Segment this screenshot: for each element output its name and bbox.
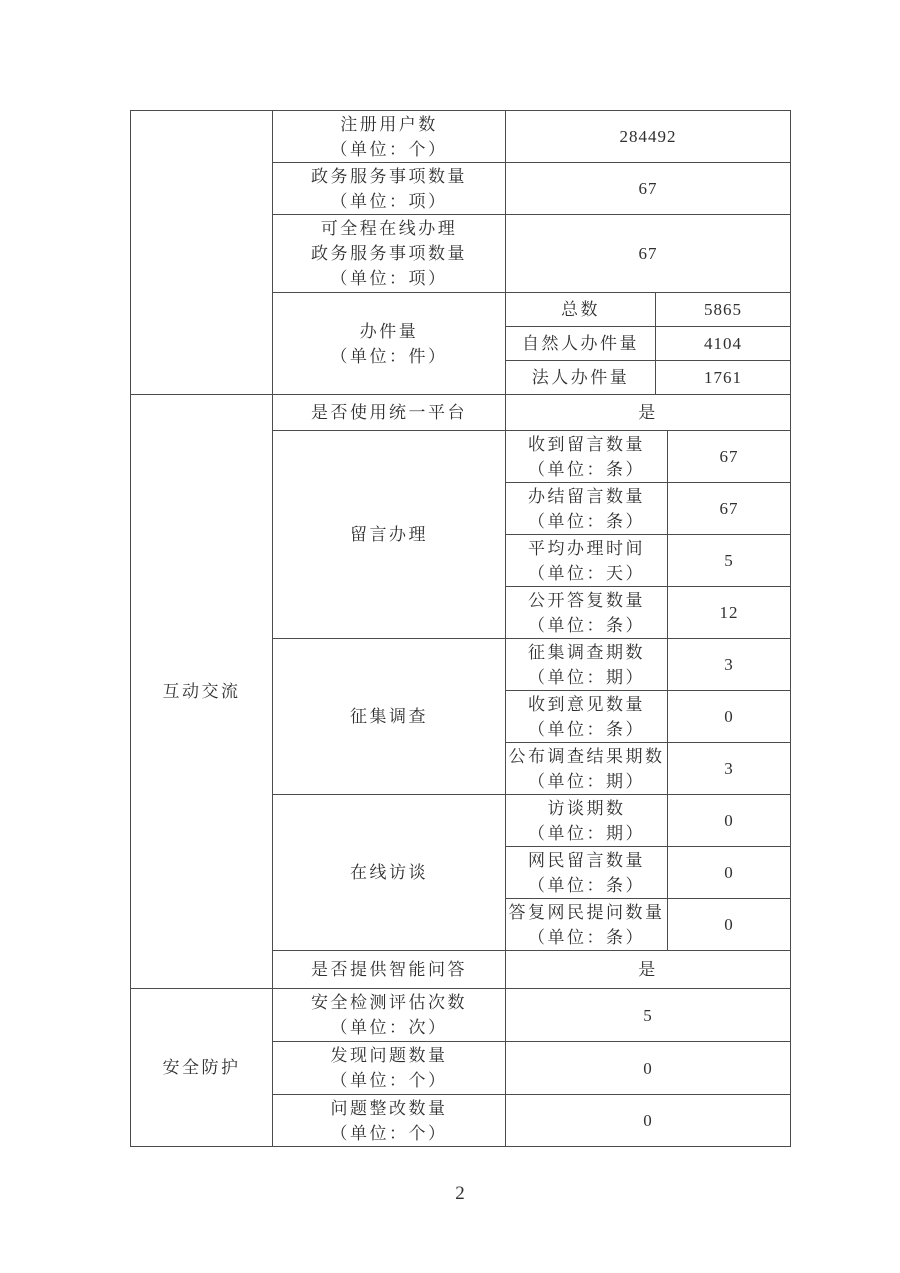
- value-text: 284492: [619, 127, 677, 146]
- subrow-label-opinions-received: [506, 691, 668, 743]
- row-label-security-assessments: [273, 989, 506, 1042]
- row-label-text: 发现问题数量: [330, 1046, 448, 1065]
- subrow-label-text: 征集调查期数: [528, 642, 645, 662]
- page-number: 2: [455, 1183, 465, 1204]
- value-text: 12: [719, 603, 739, 622]
- subrow-label-avg-handling-time: [506, 535, 668, 587]
- subrow-unit-text: （单位：期）: [528, 823, 645, 843]
- subrow-unit-text: （单位：天）: [528, 563, 645, 583]
- row-unit-text: （单位：个）: [330, 1071, 448, 1090]
- value-text: 4104: [704, 334, 742, 353]
- subrow-label-total: [506, 293, 656, 327]
- subrow-unit-text: （单位：条）: [528, 615, 645, 635]
- value-text: 3: [724, 655, 734, 674]
- row-value-registered-users: [506, 111, 791, 163]
- row-label-text: 安全检测评估次数: [311, 993, 467, 1012]
- subrow-label-netizen-messages: [506, 847, 668, 899]
- row-label-unified-platform: [273, 395, 506, 431]
- value-text: 0: [643, 1111, 653, 1130]
- group-unit-text: （单位：件）: [330, 346, 448, 366]
- subrow-label-survey-results-published: [506, 743, 668, 795]
- row-unit-text: （单位：项）: [330, 191, 448, 211]
- category-label: 安全防护: [162, 1058, 241, 1077]
- category-cell-security: [131, 989, 273, 1147]
- subrow-unit-text: （单位：期）: [528, 667, 645, 687]
- group-label-surveys: [273, 639, 506, 795]
- subrow-label-text: 办结留言数量: [528, 486, 645, 506]
- subrow-value-survey-results-published: [668, 743, 791, 795]
- value-text: 5: [643, 1005, 653, 1025]
- row-value-problems-found: [506, 1042, 791, 1095]
- subrow-value-messages-resolved: [668, 483, 791, 535]
- subrow-value-natural-person: [656, 327, 791, 361]
- row-label-line2: 政务服务事项数量: [311, 244, 467, 263]
- row-label-line1: 可全程在线办理: [320, 219, 458, 238]
- value-text: 5: [724, 551, 734, 570]
- value-text: 67: [719, 499, 739, 518]
- subrow-unit-text: （单位：条）: [528, 719, 645, 739]
- subrow-unit-text: （单位：条）: [528, 459, 645, 479]
- row-value-security-assessments: [506, 989, 791, 1042]
- row-label-text: 注册用户数: [340, 114, 438, 134]
- subrow-value-opinions-received: [668, 691, 791, 743]
- subrow-label-public-replies: [506, 587, 668, 639]
- value-text: 5865: [704, 300, 742, 319]
- row-value-smart-qa: [506, 951, 791, 989]
- value-text: 67: [719, 447, 739, 466]
- subrow-label-text: 公开答复数量: [528, 590, 645, 610]
- row-label-text: 问题整改数量: [330, 1098, 448, 1118]
- subrow-label-text: 收到留言数量: [528, 434, 645, 454]
- value-text: 0: [643, 1058, 653, 1078]
- subrow-label-survey-issues: [506, 639, 668, 691]
- annual-report-table: [130, 110, 791, 1147]
- category-cell-empty: [131, 111, 273, 395]
- subrow-value-total: [656, 293, 791, 327]
- subrow-value-questions-answered: [668, 899, 791, 951]
- row-label-service-items: [273, 163, 506, 215]
- row-value-unified-platform: [506, 395, 791, 431]
- group-label-message-handling: [273, 431, 506, 639]
- row-unit-text: （单位：个）: [330, 139, 448, 159]
- value-text: 0: [724, 915, 734, 934]
- subrow-label-legal-person: [506, 361, 656, 395]
- subrow-unit-text: （单位：条）: [528, 927, 645, 947]
- subrow-value-survey-issues: [668, 639, 791, 691]
- group-label-caseload: [273, 293, 506, 395]
- value-text: 3: [724, 759, 734, 778]
- subrow-label-text: 自然人办件量: [522, 334, 639, 353]
- value-text: 0: [724, 863, 734, 882]
- row-value-online-service-items: [506, 215, 791, 293]
- row-label-online-service-items: [273, 215, 506, 293]
- value-text: 67: [638, 244, 658, 263]
- subrow-label-text: 网民留言数量: [528, 850, 645, 870]
- subrow-value-messages-received: [668, 431, 791, 483]
- subrow-label-text: 平均办理时间: [528, 538, 645, 558]
- subrow-label-interview-issues: [506, 795, 668, 847]
- group-label-text: 办件量: [359, 321, 419, 341]
- row-label-text: 政务服务事项数量: [311, 166, 467, 186]
- subrow-label-text: 收到意见数量: [528, 694, 645, 714]
- row-unit-text: （单位：个）: [330, 1123, 448, 1143]
- group-label-text: 在线访谈: [350, 863, 428, 882]
- subrow-value-public-replies: [668, 587, 791, 639]
- subrow-label-messages-resolved: [506, 483, 668, 535]
- value-text: 67: [638, 179, 658, 198]
- group-label-online-interviews: [273, 795, 506, 951]
- subrow-label-questions-answered: [506, 899, 668, 951]
- row-value-service-items: [506, 163, 791, 215]
- value-text: 是: [638, 960, 658, 979]
- row-label-smart-qa: [273, 951, 506, 989]
- subrow-value-interview-issues: [668, 795, 791, 847]
- subrow-label-text: 答复网民提问数量: [508, 902, 665, 922]
- group-label-text: 征集调查: [350, 707, 428, 726]
- value-text: 0: [724, 707, 734, 726]
- row-label-text: 是否提供智能问答: [311, 960, 467, 979]
- value-text: 是: [638, 403, 658, 422]
- subrow-label-messages-received: [506, 431, 668, 483]
- category-label: 互动交流: [162, 682, 241, 701]
- subrow-label-text: 公布调查结果期数: [508, 746, 665, 766]
- category-cell-interaction: [131, 395, 273, 989]
- subrow-value-legal-person: [656, 361, 791, 395]
- row-value-problems-rectified: [506, 1095, 791, 1147]
- subrow-unit-text: （单位：条）: [528, 511, 645, 531]
- subrow-unit-text: （单位：条）: [528, 875, 645, 895]
- row-label-text: 是否使用统一平台: [311, 403, 467, 422]
- row-label-problems-found: [273, 1042, 506, 1095]
- subrow-label-text: 访谈期数: [547, 798, 626, 818]
- subrow-unit-text: （单位：期）: [528, 771, 645, 791]
- row-unit-text: （单位：次）: [330, 1018, 448, 1037]
- subrow-value-avg-handling-time: [668, 535, 791, 587]
- subrow-label-text: 总数: [561, 300, 600, 319]
- row-label-registered-users: [273, 111, 506, 163]
- group-label-text: 留言办理: [350, 525, 428, 544]
- subrow-label-natural-person: [506, 327, 656, 361]
- row-label-problems-rectified: [273, 1095, 506, 1147]
- value-text: 1761: [704, 368, 742, 387]
- subrow-value-netizen-messages: [668, 847, 791, 899]
- subrow-label-text: 法人办件量: [531, 368, 630, 387]
- row-unit-text: （单位：项）: [330, 269, 448, 288]
- value-text: 0: [724, 811, 734, 830]
